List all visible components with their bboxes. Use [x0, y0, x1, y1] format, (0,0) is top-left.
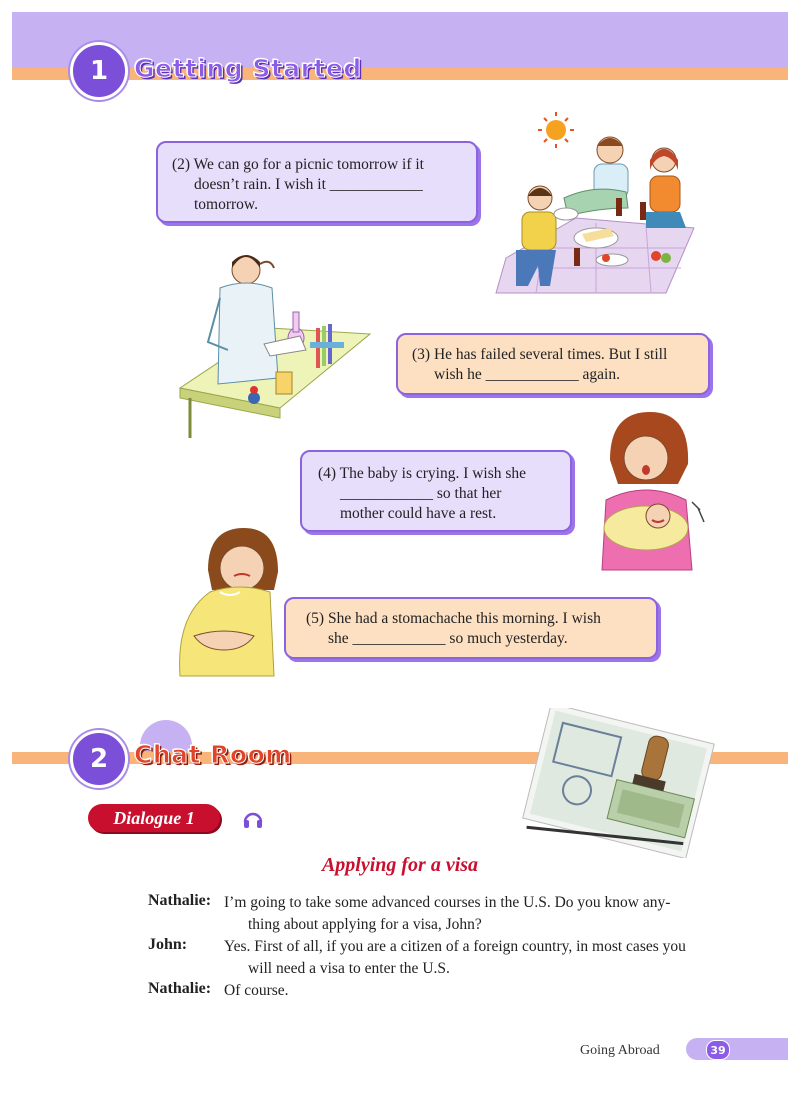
dialogue-title: Applying for a visa [321, 854, 479, 876]
exercise-text: mother could have a rest. [340, 505, 497, 522]
speaker-label: Nathalie: [148, 980, 212, 997]
exercise-box-5 [284, 597, 658, 659]
dialogue-text: Yes. First of all, if you are a citizen of a foreign country, in most cases you [224, 938, 686, 955]
exercise-text: ____________ so that her [340, 485, 502, 502]
page-number: 39 [706, 1040, 730, 1060]
section-title: Getting Started [134, 54, 362, 83]
speaker-label: Nathalie: [148, 892, 212, 909]
exercise-box-4 [300, 450, 572, 532]
exercise-text: tomorrow. [194, 196, 258, 213]
footer-unit-title: Going Abroad [580, 1043, 660, 1058]
exercise-box-2 [156, 141, 478, 223]
section-number-badge: 1 [70, 42, 128, 100]
exercise-text: she ____________ so much yesterday. [328, 630, 568, 647]
section-header-band [12, 12, 788, 68]
section-title: Chat Room [134, 740, 292, 769]
dialogue-tag: Dialogue 1 [88, 804, 220, 832]
exercise-box-3 [396, 333, 710, 395]
girl-stomachache-illustration [160, 526, 288, 682]
exercise-text: (2) We can go for a picnic tomorrow if it [172, 156, 424, 173]
speaker-label: John: [148, 936, 188, 953]
footer-bar [686, 1038, 788, 1060]
exercise-text: (4) The baby is crying. I wish she [318, 465, 527, 482]
exercise-text: wish he ____________ again. [434, 366, 620, 383]
mother-baby-illustration [588, 410, 706, 572]
section-number-badge: 2 [70, 730, 128, 788]
picnic-illustration [486, 108, 698, 302]
dialogue-text: thing about applying for a visa, John? [248, 916, 482, 933]
exercise-text: (3) He has failed several times. But I still [412, 346, 668, 363]
section-header-stripe [12, 68, 788, 80]
dialogue-text: I’m going to take some advanced courses in the U.S. Do you know any- [224, 894, 671, 911]
dialogue-text: will need a visa to enter the U.S. [248, 960, 450, 977]
dialogue-text: Of course. [224, 982, 289, 999]
scientist-illustration [150, 238, 372, 438]
passport-visa-photo [520, 708, 716, 858]
headphones-icon[interactable] [242, 808, 264, 830]
exercise-text: (5) She had a stomachache this morning. I wish [306, 610, 601, 627]
exercise-text: doesn’t rain. I wish it ____________ [194, 176, 423, 193]
